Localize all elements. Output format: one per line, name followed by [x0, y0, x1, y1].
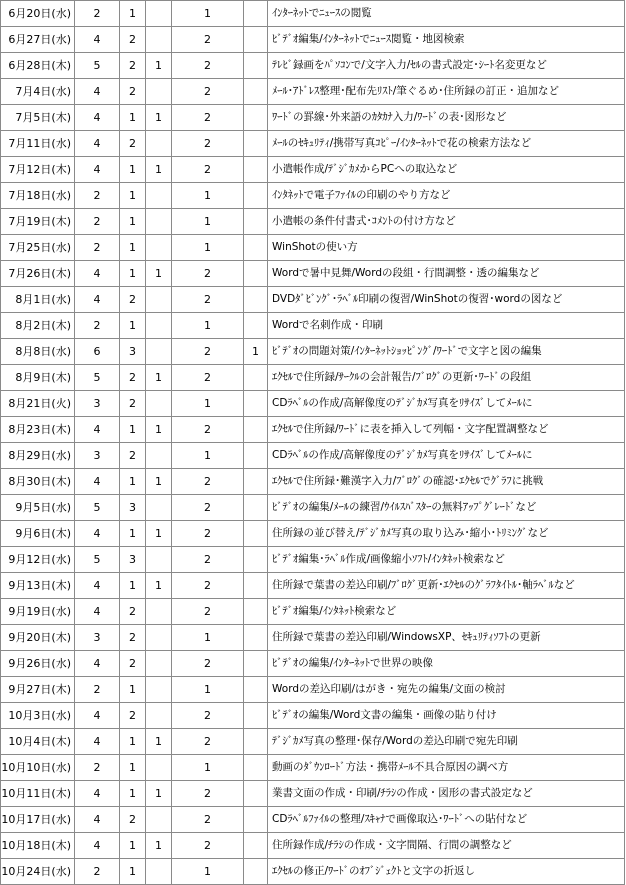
cell-description: ｴｸｾﾙで住所録･難漢字入力/ﾌﾞﾛｸﾞの確認･ｴｸｾﾙでｸﾞﾗﾌに挑戦 [268, 469, 625, 495]
cell-count-2: 1 [120, 521, 146, 547]
cell-count-3 [146, 209, 172, 235]
cell-date: 10月10日(水) [1, 755, 75, 781]
cell-date: 10月11日(木) [1, 781, 75, 807]
table-row [1, 651, 625, 677]
cell-count-2: 2 [120, 79, 146, 105]
cell-date: 7月19日(木) [1, 209, 75, 235]
cell-count-5 [244, 781, 268, 807]
cell-count-3: 1 [146, 729, 172, 755]
cell-count-2: 1 [120, 677, 146, 703]
cell-date: 8月9日(木) [1, 365, 75, 391]
table-row [1, 729, 625, 755]
cell-count-2: 2 [120, 651, 146, 677]
cell-count-2: 2 [120, 807, 146, 833]
cell-count-5 [244, 859, 268, 885]
cell-count-5 [244, 53, 268, 79]
cell-count-1: 2 [75, 677, 120, 703]
table-row [1, 79, 625, 105]
cell-count-5 [244, 521, 268, 547]
cell-count-4: 2 [172, 105, 244, 131]
cell-count-3 [146, 313, 172, 339]
cell-count-5 [244, 443, 268, 469]
cell-description: ｲﾝﾀﾈｯﾄで電子ﾌｧｲﾙの印刷のやり方など [268, 183, 625, 209]
cell-count-3 [146, 547, 172, 573]
cell-description: WinShotの使い方 [268, 235, 625, 261]
table-row [1, 573, 625, 599]
cell-count-3 [146, 391, 172, 417]
cell-count-1: 3 [75, 625, 120, 651]
table-body [1, 1, 625, 885]
cell-count-2: 1 [120, 781, 146, 807]
cell-count-4: 2 [172, 27, 244, 53]
cell-count-5 [244, 469, 268, 495]
cell-count-3: 1 [146, 105, 172, 131]
table-row [1, 807, 625, 833]
cell-count-2: 2 [120, 443, 146, 469]
cell-count-4: 2 [172, 599, 244, 625]
cell-count-1: 4 [75, 131, 120, 157]
cell-date: 8月1日(水) [1, 287, 75, 313]
cell-count-4: 1 [172, 1, 244, 27]
cell-count-1: 4 [75, 703, 120, 729]
table-row [1, 469, 625, 495]
cell-date: 10月18日(木) [1, 833, 75, 859]
cell-count-1: 2 [75, 235, 120, 261]
cell-count-3 [146, 235, 172, 261]
cell-count-2: 2 [120, 391, 146, 417]
cell-count-1: 4 [75, 599, 120, 625]
cell-count-3: 1 [146, 157, 172, 183]
cell-count-4: 2 [172, 729, 244, 755]
cell-count-4: 1 [172, 677, 244, 703]
cell-description: ｴｸｾﾙで住所録/ｻｰｸﾙの会計報告/ﾌﾞﾛｸﾞの更新･ﾜｰﾄﾞの段組 [268, 365, 625, 391]
cell-count-1: 4 [75, 79, 120, 105]
cell-description: ﾃﾞｼﾞｶﾒ写真の整理･保存/Wordの差込印刷で宛先印刷 [268, 729, 625, 755]
table-row [1, 391, 625, 417]
cell-description: 業書文面の作成・印刷/ﾁﾗｼの作成・図形の書式設定など [268, 781, 625, 807]
cell-count-4: 2 [172, 261, 244, 287]
cell-count-4: 2 [172, 651, 244, 677]
cell-count-5 [244, 755, 268, 781]
table-row [1, 339, 625, 365]
cell-count-2: 1 [120, 261, 146, 287]
cell-count-3 [146, 651, 172, 677]
cell-count-1: 3 [75, 443, 120, 469]
cell-count-3 [146, 339, 172, 365]
table-row [1, 261, 625, 287]
cell-count-1: 4 [75, 833, 120, 859]
cell-count-5 [244, 105, 268, 131]
cell-count-3: 1 [146, 365, 172, 391]
cell-description: CDﾗﾍﾞﾙの作成/高解像度のﾃﾞｼﾞｶﾒ写真をﾘｻｲｽﾞしてﾒｰﾙに [268, 443, 625, 469]
cell-count-5 [244, 807, 268, 833]
cell-count-5 [244, 365, 268, 391]
cell-description: ﾒｰﾙのｾｷｭﾘﾃｨ/携帯写真ｺﾋﾟｰ/ｲﾝﾀｰﾈｯﾄで花の検索方法など [268, 131, 625, 157]
table-row [1, 625, 625, 651]
cell-count-1: 5 [75, 53, 120, 79]
cell-count-4: 2 [172, 287, 244, 313]
cell-date: 8月29日(水) [1, 443, 75, 469]
cell-count-5 [244, 417, 268, 443]
cell-count-4: 2 [172, 547, 244, 573]
cell-description: ｲﾝﾀｰﾈｯﾄでﾆｭｰｽの閲覧 [268, 1, 625, 27]
cell-description: ﾒｰﾙ･ｱﾄﾞﾚｽ整理･配布先ﾘｽﾄ/筆ぐるめ･住所録の訂正・追加など [268, 79, 625, 105]
cell-description: 住所録作成/ﾁﾗｼの作成・文字間隔、行間の調整など [268, 833, 625, 859]
cell-count-3 [146, 859, 172, 885]
cell-date: 9月5日(水) [1, 495, 75, 521]
cell-count-1: 2 [75, 313, 120, 339]
cell-count-3: 1 [146, 833, 172, 859]
cell-date: 9月20日(木) [1, 625, 75, 651]
cell-description: ﾜｰﾄﾞの罫線･外来語のｶﾀｶﾅ入力/ﾜｰﾄﾞの表･図形など [268, 105, 625, 131]
table-row [1, 209, 625, 235]
cell-count-2: 1 [120, 729, 146, 755]
cell-count-5 [244, 131, 268, 157]
cell-count-3: 1 [146, 261, 172, 287]
cell-count-1: 4 [75, 27, 120, 53]
cell-count-3: 1 [146, 417, 172, 443]
cell-count-1: 6 [75, 339, 120, 365]
cell-date: 10月24日(水) [1, 859, 75, 885]
table-row [1, 755, 625, 781]
cell-count-4: 2 [172, 807, 244, 833]
cell-count-1: 4 [75, 469, 120, 495]
cell-description: ｴｸｾﾙで住所録/ﾜｰﾄﾞに表を挿入して列幅・文字配置調整など [268, 417, 625, 443]
cell-count-2: 2 [120, 27, 146, 53]
cell-date: 9月19日(水) [1, 599, 75, 625]
cell-description: 住所録の並び替え/ﾃﾞｼﾞｶﾒ写真の取り込み･縮小･ﾄﾘﾐﾝｸﾞなど [268, 521, 625, 547]
table-row [1, 1, 625, 27]
cell-count-1: 4 [75, 105, 120, 131]
cell-count-3 [146, 443, 172, 469]
cell-count-2: 3 [120, 339, 146, 365]
cell-count-4: 1 [172, 391, 244, 417]
cell-description: Wordの差込印刷/はがき・宛先の編集/文面の検討 [268, 677, 625, 703]
cell-count-2: 1 [120, 573, 146, 599]
cell-count-2: 1 [120, 469, 146, 495]
cell-count-5 [244, 729, 268, 755]
cell-description: ﾃﾚﾋﾞ録画をﾊﾟｿｺﾝで/文字入力/ｾﾙの書式設定･ｼｰﾄ名変更など [268, 53, 625, 79]
cell-count-5 [244, 703, 268, 729]
cell-count-2: 2 [120, 703, 146, 729]
table-row [1, 547, 625, 573]
cell-count-3 [146, 27, 172, 53]
cell-description: ﾋﾞﾃﾞｵの編集/Word文書の編集・画像の貼り付け [268, 703, 625, 729]
cell-description: ﾋﾞﾃﾞｵ編集･ﾗﾍﾞﾙ作成/画像縮小ｿﾌﾄ/ｲﾝﾀﾈｯﾄ検索など [268, 547, 625, 573]
cell-count-5 [244, 1, 268, 27]
cell-date: 9月27日(木) [1, 677, 75, 703]
cell-count-2: 1 [120, 859, 146, 885]
cell-count-1: 5 [75, 365, 120, 391]
cell-count-2: 2 [120, 53, 146, 79]
cell-count-1: 4 [75, 651, 120, 677]
cell-description: ﾋﾞﾃﾞｵの編集/ｲﾝﾀｰﾈｯﾄで世界の映像 [268, 651, 625, 677]
cell-count-3 [146, 625, 172, 651]
cell-count-1: 2 [75, 1, 120, 27]
cell-count-4: 1 [172, 859, 244, 885]
cell-date: 7月5日(木) [1, 105, 75, 131]
cell-description: ｴｸｾﾙの修正/ﾜｰﾄﾞのｵﾌﾞｼﾞｪｸﾄと文字の折返し [268, 859, 625, 885]
cell-count-5 [244, 833, 268, 859]
cell-count-4: 2 [172, 79, 244, 105]
cell-count-3: 1 [146, 469, 172, 495]
cell-count-3 [146, 599, 172, 625]
cell-count-3 [146, 1, 172, 27]
cell-count-1: 5 [75, 547, 120, 573]
cell-count-1: 4 [75, 781, 120, 807]
cell-description: CDﾗﾍﾞﾙの作成/高解像度のﾃﾞｼﾞｶﾒ写真をﾘｻｲｽﾞしてﾒｰﾙに [268, 391, 625, 417]
cell-count-4: 2 [172, 469, 244, 495]
cell-count-4: 2 [172, 53, 244, 79]
cell-count-1: 4 [75, 573, 120, 599]
cell-description: ﾋﾞﾃﾞｵの編集/ﾒｰﾙの練習/ｳｲﾙｽﾊﾞｽﾀｰの無料ｱｯﾌﾟｸﾞﾚｰﾄﾞなど [268, 495, 625, 521]
cell-count-1: 4 [75, 261, 120, 287]
cell-count-4: 2 [172, 573, 244, 599]
cell-date: 7月4日(水) [1, 79, 75, 105]
cell-date: 8月21日(火) [1, 391, 75, 417]
table-row [1, 365, 625, 391]
table-row [1, 157, 625, 183]
cell-count-1: 2 [75, 859, 120, 885]
table-row [1, 131, 625, 157]
cell-count-5 [244, 157, 268, 183]
cell-date: 9月13日(木) [1, 573, 75, 599]
cell-count-4: 1 [172, 235, 244, 261]
cell-count-3: 1 [146, 521, 172, 547]
cell-date: 8月30日(木) [1, 469, 75, 495]
cell-count-1: 5 [75, 495, 120, 521]
table-row [1, 235, 625, 261]
cell-count-4: 2 [172, 495, 244, 521]
cell-count-5 [244, 599, 268, 625]
cell-count-2: 3 [120, 495, 146, 521]
cell-description: CDﾗﾍﾞﾙﾌｧｲﾙの整理/ｽｷｬﾅで画像取込･ﾜｰﾄﾞへの貼付など [268, 807, 625, 833]
cell-count-5 [244, 573, 268, 599]
cell-count-4: 2 [172, 781, 244, 807]
cell-count-2: 1 [120, 235, 146, 261]
cell-description: 住所録で葉書の差込印刷/WindowsXP、ｾｷｭﾘﾃｨｿﾌﾄの更新 [268, 625, 625, 651]
cell-description: Wordで名刺作成・印刷 [268, 313, 625, 339]
cell-count-5 [244, 27, 268, 53]
cell-count-2: 2 [120, 287, 146, 313]
cell-date: 7月11日(水) [1, 131, 75, 157]
cell-count-5 [244, 209, 268, 235]
table-row [1, 417, 625, 443]
cell-count-5 [244, 651, 268, 677]
table-row [1, 105, 625, 131]
cell-count-5 [244, 261, 268, 287]
cell-count-4: 1 [172, 625, 244, 651]
cell-count-5 [244, 183, 268, 209]
cell-count-5 [244, 391, 268, 417]
cell-count-5: 1 [244, 339, 268, 365]
cell-description: 小遣帳作成/ﾃﾞｼﾞｶﾒからPCへの取込など [268, 157, 625, 183]
cell-count-4: 2 [172, 703, 244, 729]
cell-count-2: 1 [120, 755, 146, 781]
table-row [1, 703, 625, 729]
table-row [1, 53, 625, 79]
cell-count-5 [244, 235, 268, 261]
cell-count-5 [244, 495, 268, 521]
cell-count-4: 2 [172, 131, 244, 157]
cell-count-1: 4 [75, 157, 120, 183]
cell-count-5 [244, 625, 268, 651]
cell-count-5 [244, 313, 268, 339]
cell-count-5 [244, 79, 268, 105]
cell-date: 10月4日(木) [1, 729, 75, 755]
cell-count-4: 2 [172, 365, 244, 391]
cell-description: ﾋﾞﾃﾞｵの問題対策/ｲﾝﾀｰﾈｯﾄｼｮｯﾋﾟﾝｸﾞ/ﾜｰﾄﾞで文字と図の編集 [268, 339, 625, 365]
cell-count-5 [244, 287, 268, 313]
cell-count-1: 2 [75, 209, 120, 235]
cell-count-4: 2 [172, 157, 244, 183]
cell-count-1: 4 [75, 729, 120, 755]
cell-date: 9月26日(水) [1, 651, 75, 677]
cell-count-4: 1 [172, 443, 244, 469]
cell-count-2: 2 [120, 625, 146, 651]
cell-description: 住所録で葉書の差込印刷/ﾌﾞﾛｸﾞ更新･ｴｸｾﾙのｸﾞﾗﾌﾀｲﾄﾙ･軸ﾗﾍﾞﾙなど [268, 573, 625, 599]
cell-count-3 [146, 79, 172, 105]
cell-count-2: 1 [120, 105, 146, 131]
cell-description: 小遣帳の条件付書式･ｺﾒﾝﾄの付け方など [268, 209, 625, 235]
cell-count-4: 1 [172, 183, 244, 209]
cell-count-4: 2 [172, 417, 244, 443]
cell-date: 6月20日(水) [1, 1, 75, 27]
cell-date: 10月17日(水) [1, 807, 75, 833]
cell-count-1: 3 [75, 391, 120, 417]
cell-date: 7月18日(水) [1, 183, 75, 209]
cell-count-2: 2 [120, 599, 146, 625]
table-row [1, 859, 625, 885]
table-row [1, 287, 625, 313]
cell-count-3: 1 [146, 53, 172, 79]
cell-count-2: 1 [120, 313, 146, 339]
cell-count-4: 1 [172, 313, 244, 339]
cell-count-1: 4 [75, 417, 120, 443]
cell-count-4: 1 [172, 755, 244, 781]
table-row [1, 521, 625, 547]
cell-date: 8月2日(木) [1, 313, 75, 339]
table-row [1, 313, 625, 339]
cell-description: ﾋﾞﾃﾞｵ編集/ｲﾝﾀｰﾈｯﾄでﾆｭｰｽ閲覧・地図検索 [268, 27, 625, 53]
cell-date: 8月8日(水) [1, 339, 75, 365]
cell-count-2: 1 [120, 183, 146, 209]
cell-count-1: 4 [75, 521, 120, 547]
cell-count-5 [244, 547, 268, 573]
cell-description: DVDﾀﾞﾋﾞﾝｸﾞ･ﾗﾍﾞﾙ印刷の復習/WinShotの復習･wordの図など [268, 287, 625, 313]
cell-count-3 [146, 703, 172, 729]
cell-count-1: 4 [75, 287, 120, 313]
cell-date: 6月28日(木) [1, 53, 75, 79]
cell-count-3: 1 [146, 781, 172, 807]
cell-count-5 [244, 677, 268, 703]
cell-date: 7月12日(木) [1, 157, 75, 183]
cell-count-3 [146, 131, 172, 157]
table-row [1, 443, 625, 469]
cell-count-2: 2 [120, 365, 146, 391]
cell-count-2: 1 [120, 1, 146, 27]
cell-count-3 [146, 495, 172, 521]
cell-count-1: 2 [75, 755, 120, 781]
cell-count-3 [146, 677, 172, 703]
table-row [1, 677, 625, 703]
cell-date: 6月27日(水) [1, 27, 75, 53]
cell-date: 9月6日(木) [1, 521, 75, 547]
table-row [1, 495, 625, 521]
cell-count-4: 1 [172, 209, 244, 235]
cell-date: 7月25日(水) [1, 235, 75, 261]
cell-count-1: 4 [75, 807, 120, 833]
table-row [1, 833, 625, 859]
table-row [1, 183, 625, 209]
cell-count-2: 1 [120, 833, 146, 859]
cell-description: 動画のﾀﾞｳﾝﾛｰﾄﾞ方法・携帯ﾒｰﾙ不具合原因の調べ方 [268, 755, 625, 781]
cell-count-4: 2 [172, 833, 244, 859]
cell-count-3 [146, 183, 172, 209]
cell-count-1: 2 [75, 183, 120, 209]
cell-count-2: 2 [120, 131, 146, 157]
cell-count-2: 1 [120, 417, 146, 443]
table-row [1, 599, 625, 625]
cell-count-4: 2 [172, 521, 244, 547]
cell-date: 10月3日(水) [1, 703, 75, 729]
cell-description: ﾋﾞﾃﾞｵ編集/ｲﾝﾀﾈｯﾄ検索など [268, 599, 625, 625]
cell-description: Wordで暑中見舞/Wordの段組・行間調整・透の編集など [268, 261, 625, 287]
cell-count-3: 1 [146, 573, 172, 599]
cell-date: 9月12日(水) [1, 547, 75, 573]
table-row [1, 27, 625, 53]
cell-date: 8月23日(木) [1, 417, 75, 443]
cell-count-4: 2 [172, 339, 244, 365]
cell-count-2: 1 [120, 157, 146, 183]
cell-date: 7月26日(木) [1, 261, 75, 287]
cell-count-3 [146, 807, 172, 833]
cell-count-2: 3 [120, 547, 146, 573]
cell-count-3 [146, 287, 172, 313]
cell-count-3 [146, 755, 172, 781]
cell-count-2: 1 [120, 209, 146, 235]
table-row [1, 781, 625, 807]
